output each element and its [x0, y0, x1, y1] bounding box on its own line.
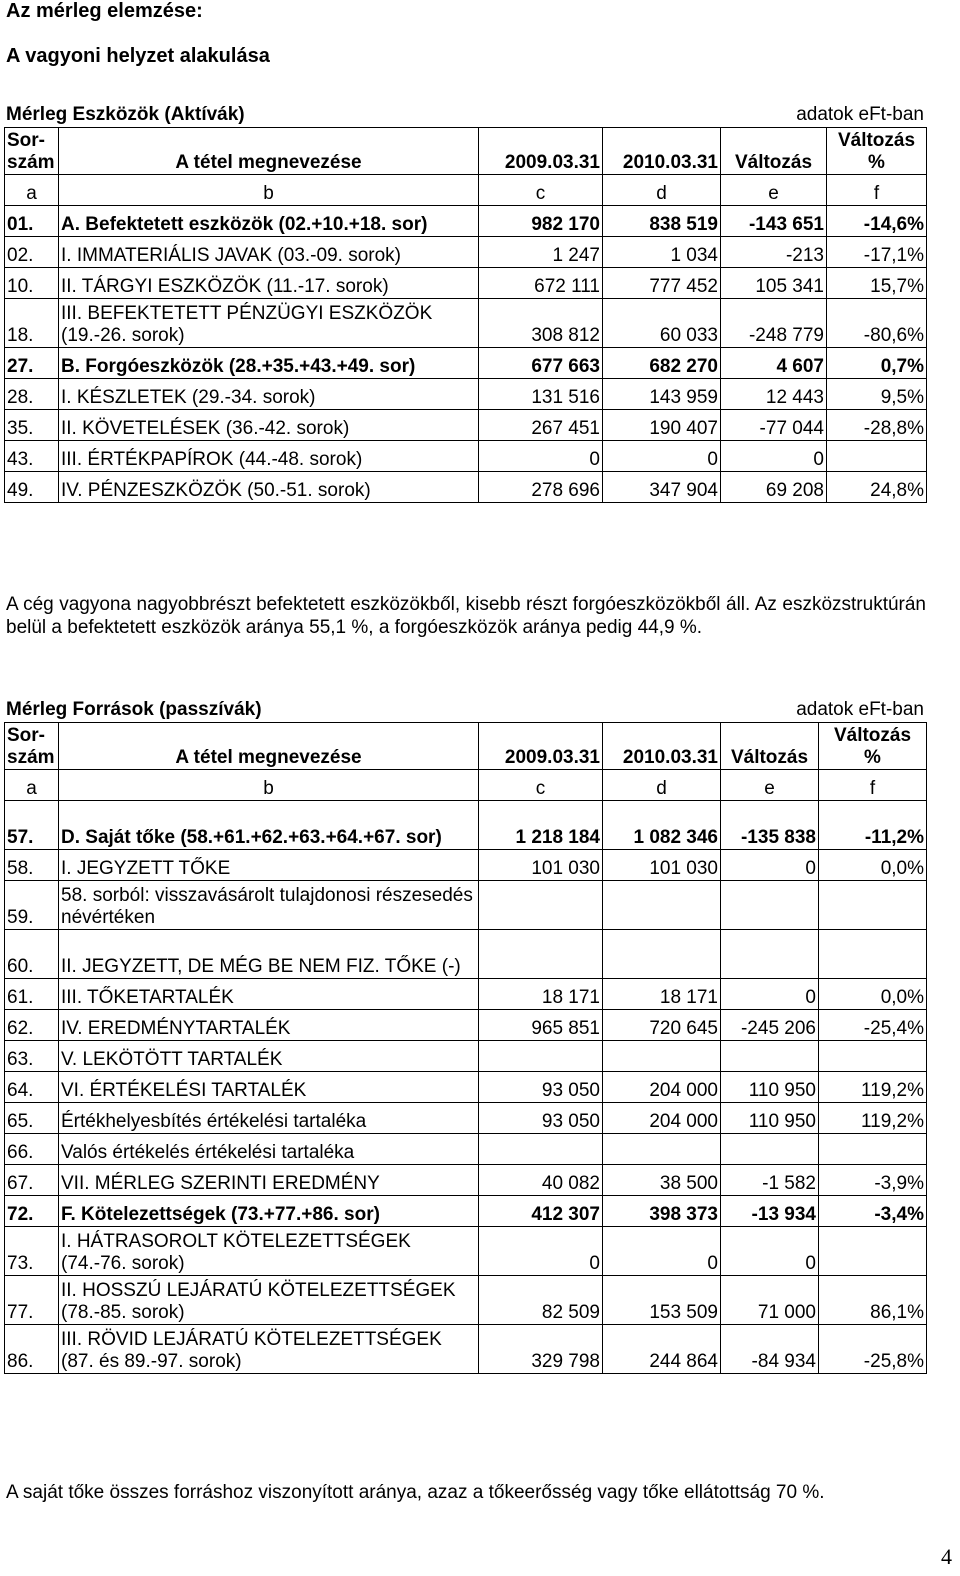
value-change: -143 651 [721, 206, 827, 237]
value-2009: 308 812 [479, 299, 603, 348]
row-name: D. Saját tőke (58.+61.+62.+63.+64.+67. sor) [59, 801, 479, 850]
value-change-pct: 9,5% [827, 379, 927, 410]
assets-caption: Mérleg Eszközök (Aktívák) [6, 104, 245, 125]
liabilities-caption: Mérleg Források (passzívák) [6, 699, 262, 720]
value-change: -77 044 [721, 410, 827, 441]
liabilities-table [4, 722, 927, 1374]
row-number: 64. [5, 1072, 59, 1103]
value-2010: 153 509 [603, 1276, 721, 1325]
assets-letters-row [5, 175, 927, 206]
letter-c: c [479, 770, 603, 801]
value-change-pct: -14,6% [827, 206, 927, 237]
row-name: III. BEFEKTETETT PÉNZÜGYI ESZKÖZÖK (19.-26. sorok) [59, 299, 479, 348]
value-change-pct: 119,2% [819, 1103, 927, 1134]
value-2009: 82 509 [479, 1276, 603, 1325]
value-change: 0 [721, 1227, 819, 1276]
page-heading: Az mérleg elemzése: [6, 0, 203, 22]
value-2010: 204 000 [603, 1072, 721, 1103]
value-2009: 131 516 [479, 379, 603, 410]
table-row [5, 1165, 927, 1196]
value-2009: 267 451 [479, 410, 603, 441]
value-2009: 965 851 [479, 1010, 603, 1041]
row-number: 58. [5, 850, 59, 881]
value-2010 [603, 881, 721, 930]
value-change [721, 881, 819, 930]
row-name: I. HÁTRASOROLT KÖTELEZETTSÉGEK (74.-76. sorok) [59, 1227, 479, 1276]
year1-header: 2009.03.31 [479, 128, 603, 175]
value-change: 110 950 [721, 1103, 819, 1134]
assets-header-row [5, 128, 927, 175]
table-row [5, 1227, 927, 1276]
value-2009: 672 111 [479, 268, 603, 299]
table-row [5, 1325, 927, 1374]
row-name: I. JEGYZETT TŐKE [59, 850, 479, 881]
row-name: V. LEKÖTÖTT TARTALÉK [59, 1041, 479, 1072]
row-name: IV. EREDMÉNYTARTALÉK [59, 1010, 479, 1041]
value-change-pct: -11,2% [819, 801, 927, 850]
row-name: II. HOSSZÚ LEJÁRATÚ KÖTELEZETTSÉGEK (78.-85. sorok) [59, 1276, 479, 1325]
value-2009 [479, 930, 603, 979]
value-change [721, 1134, 819, 1165]
value-2009 [479, 1134, 603, 1165]
row-number: 10. [5, 268, 59, 299]
table-row [5, 1041, 927, 1072]
value-change-pct: -25,4% [819, 1010, 927, 1041]
value-change-pct: -3,4% [819, 1196, 927, 1227]
change-header: Változás [721, 723, 819, 770]
value-2010: 204 000 [603, 1103, 721, 1134]
value-change-pct: -25,8% [819, 1325, 927, 1374]
assets-paragraph: A cég vagyona nagyobbrészt befektetett eszközökből, kisebb részt forgóeszközökből áll. Az eszközstruktúrán belül a befektetett eszközök aránya 55,1 %, a forgóeszközök aránya pedig 44,9 %. [6, 594, 926, 638]
row-number: 18. [5, 299, 59, 348]
table-row [5, 881, 927, 930]
value-2010: 0 [603, 441, 721, 472]
value-change-pct: 86,1% [819, 1276, 927, 1325]
table-row [5, 930, 927, 979]
row-name: II. JEGYZETT, DE MÉG BE NEM FIZ. TŐKE (-) [59, 930, 479, 979]
value-change-pct: 24,8% [827, 472, 927, 503]
table-row [5, 379, 927, 410]
row-name: III. TŐKETARTALÉK [59, 979, 479, 1010]
value-change [721, 1041, 819, 1072]
value-2010: 347 904 [603, 472, 721, 503]
row-number: 77. [5, 1276, 59, 1325]
row-number: 01. [5, 206, 59, 237]
value-2009: 101 030 [479, 850, 603, 881]
row-number: 67. [5, 1165, 59, 1196]
value-change: 0 [721, 850, 819, 881]
value-2009: 1 247 [479, 237, 603, 268]
value-2009: 0 [479, 441, 603, 472]
row-name: IV. PÉNZESZKÖZÖK (50.-51. sorok) [59, 472, 479, 503]
row-number: 66. [5, 1134, 59, 1165]
letter-e: e [721, 770, 819, 801]
change-pct-header: Változás % [827, 128, 927, 175]
row-number: 86. [5, 1325, 59, 1374]
value-2010: 143 959 [603, 379, 721, 410]
value-change: 105 341 [721, 268, 827, 299]
row-number: 27. [5, 348, 59, 379]
value-change: 4 607 [721, 348, 827, 379]
year2-header: 2010.03.31 [603, 723, 721, 770]
letter-f: f [819, 770, 927, 801]
value-change-pct: -3,9% [819, 1165, 927, 1196]
name-header: A tétel megnevezése [59, 128, 479, 175]
value-change: 69 208 [721, 472, 827, 503]
row-name: F. Kötelezettségek (73.+77.+86. sor) [59, 1196, 479, 1227]
value-change-pct [827, 441, 927, 472]
value-change: -1 582 [721, 1165, 819, 1196]
table-row [5, 206, 927, 237]
row-number: 02. [5, 237, 59, 268]
change-pct-header: Változás % [819, 723, 927, 770]
value-2010: 244 864 [603, 1325, 721, 1374]
letter-e: e [721, 175, 827, 206]
value-2010: 101 030 [603, 850, 721, 881]
value-change: 12 443 [721, 379, 827, 410]
letter-a: a [5, 770, 59, 801]
value-2010: 60 033 [603, 299, 721, 348]
value-2009: 982 170 [479, 206, 603, 237]
row-name: III. RÖVID LEJÁRATÚ KÖTELEZETTSÉGEK (87. és 89.-97. sorok) [59, 1325, 479, 1374]
row-name: 58. sorból: visszavásárolt tulajdonosi részesedés névértéken [59, 881, 479, 930]
letter-d: d [603, 175, 721, 206]
value-2009 [479, 881, 603, 930]
table-row [5, 1072, 927, 1103]
value-2009: 18 171 [479, 979, 603, 1010]
value-change-pct: -80,6% [827, 299, 927, 348]
value-change-pct: 119,2% [819, 1072, 927, 1103]
value-change: 110 950 [721, 1072, 819, 1103]
value-2009: 677 663 [479, 348, 603, 379]
row-number: 59. [5, 881, 59, 930]
value-2010: 398 373 [603, 1196, 721, 1227]
row-name: III. ÉRTÉKPAPÍROK (44.-48. sorok) [59, 441, 479, 472]
table-row [5, 979, 927, 1010]
value-change: 71 000 [721, 1276, 819, 1325]
page-number: 4 [941, 1544, 952, 1569]
value-change-pct [819, 1227, 927, 1276]
value-2010: 38 500 [603, 1165, 721, 1196]
table-row [5, 237, 927, 268]
value-change-pct [819, 881, 927, 930]
value-2009 [479, 1041, 603, 1072]
row-name: I. IMMATERIÁLIS JAVAK (03.-09. sorok) [59, 237, 479, 268]
value-change-pct: 0,7% [827, 348, 927, 379]
section-subheading: A vagyoni helyzet alakulása [6, 45, 270, 67]
value-2010 [603, 1134, 721, 1165]
value-change-pct [819, 930, 927, 979]
liabilities-header-row [5, 723, 927, 770]
table-row [5, 1134, 927, 1165]
table-row [5, 1196, 927, 1227]
table-row [5, 1276, 927, 1325]
row-number: 62. [5, 1010, 59, 1041]
value-change-pct: -17,1% [827, 237, 927, 268]
row-name: B. Forgóeszközök (28.+35.+43.+49. sor) [59, 348, 479, 379]
value-change-pct [819, 1134, 927, 1165]
table-row [5, 1103, 927, 1134]
table-row [5, 801, 927, 850]
row-number: 65. [5, 1103, 59, 1134]
liabilities-paragraph: A saját tőke összes forráshoz viszonyított aránya, azaz a tőkeerősség vagy tőke ellátottság 70 %. [6, 1482, 825, 1503]
value-change-pct: -28,8% [827, 410, 927, 441]
row-number: 49. [5, 472, 59, 503]
value-change: -245 206 [721, 1010, 819, 1041]
value-2010 [603, 930, 721, 979]
name-header: A tétel megnevezése [59, 723, 479, 770]
table-row [5, 1010, 927, 1041]
assets-unit: adatok eFt-ban [796, 104, 924, 125]
value-change-pct: 0,0% [819, 979, 927, 1010]
value-2009: 329 798 [479, 1325, 603, 1374]
value-change: -84 934 [721, 1325, 819, 1374]
value-change [721, 930, 819, 979]
value-2009: 93 050 [479, 1072, 603, 1103]
letter-b: b [59, 770, 479, 801]
value-2009: 40 082 [479, 1165, 603, 1196]
sorszam-header: Sor- szám [5, 128, 59, 175]
letter-d: d [603, 770, 721, 801]
value-2010: 190 407 [603, 410, 721, 441]
value-2010: 0 [603, 1227, 721, 1276]
sorszam-header: Sor- szám [5, 723, 59, 770]
letter-f: f [827, 175, 927, 206]
value-change: -135 838 [721, 801, 819, 850]
liabilities-unit: adatok eFt-ban [796, 699, 924, 720]
row-name: VI. ÉRTÉKELÉSI TARTALÉK [59, 1072, 479, 1103]
table-row [5, 472, 927, 503]
value-2009: 93 050 [479, 1103, 603, 1134]
row-number: 72. [5, 1196, 59, 1227]
value-2010: 1 082 346 [603, 801, 721, 850]
table-row [5, 850, 927, 881]
value-change: -248 779 [721, 299, 827, 348]
row-name: A. Befektetett eszközök (02.+10.+18. sor) [59, 206, 479, 237]
value-2009: 0 [479, 1227, 603, 1276]
year2-header: 2010.03.31 [603, 128, 721, 175]
value-2010: 777 452 [603, 268, 721, 299]
value-2010: 18 171 [603, 979, 721, 1010]
assets-table [4, 127, 927, 503]
value-2009: 412 307 [479, 1196, 603, 1227]
value-2009: 278 696 [479, 472, 603, 503]
value-2010 [603, 1041, 721, 1072]
table-row [5, 441, 927, 472]
row-name: II. TÁRGYI ESZKÖZÖK (11.-17. sorok) [59, 268, 479, 299]
value-change-pct: 15,7% [827, 268, 927, 299]
row-name: II. KÖVETELÉSEK (36.-42. sorok) [59, 410, 479, 441]
value-change: -13 934 [721, 1196, 819, 1227]
liabilities-letters-row [5, 770, 927, 801]
row-number: 63. [5, 1041, 59, 1072]
table-row [5, 268, 927, 299]
row-number: 43. [5, 441, 59, 472]
value-2010: 682 270 [603, 348, 721, 379]
value-change-pct: 0,0% [819, 850, 927, 881]
letter-c: c [479, 175, 603, 206]
row-name: Értékhelyesbítés értékelési tartaléka [59, 1103, 479, 1134]
row-number: 61. [5, 979, 59, 1010]
value-change: 0 [721, 979, 819, 1010]
row-number: 57. [5, 801, 59, 850]
table-row [5, 348, 927, 379]
value-2010: 1 034 [603, 237, 721, 268]
value-2010: 720 645 [603, 1010, 721, 1041]
value-change: 0 [721, 441, 827, 472]
value-2010: 838 519 [603, 206, 721, 237]
row-number: 28. [5, 379, 59, 410]
row-name: Valós értékelés értékelési tartaléka [59, 1134, 479, 1165]
row-name: VII. MÉRLEG SZERINTI EREDMÉNY [59, 1165, 479, 1196]
table-row [5, 410, 927, 441]
letter-a: a [5, 175, 59, 206]
change-header: Változás [721, 128, 827, 175]
table-row [5, 299, 927, 348]
value-change: -213 [721, 237, 827, 268]
row-number: 73. [5, 1227, 59, 1276]
row-number: 60. [5, 930, 59, 979]
row-name: I. KÉSZLETEK (29.-34. sorok) [59, 379, 479, 410]
value-change-pct [819, 1041, 927, 1072]
year1-header: 2009.03.31 [479, 723, 603, 770]
row-number: 35. [5, 410, 59, 441]
letter-b: b [59, 175, 479, 206]
value-2009: 1 218 184 [479, 801, 603, 850]
